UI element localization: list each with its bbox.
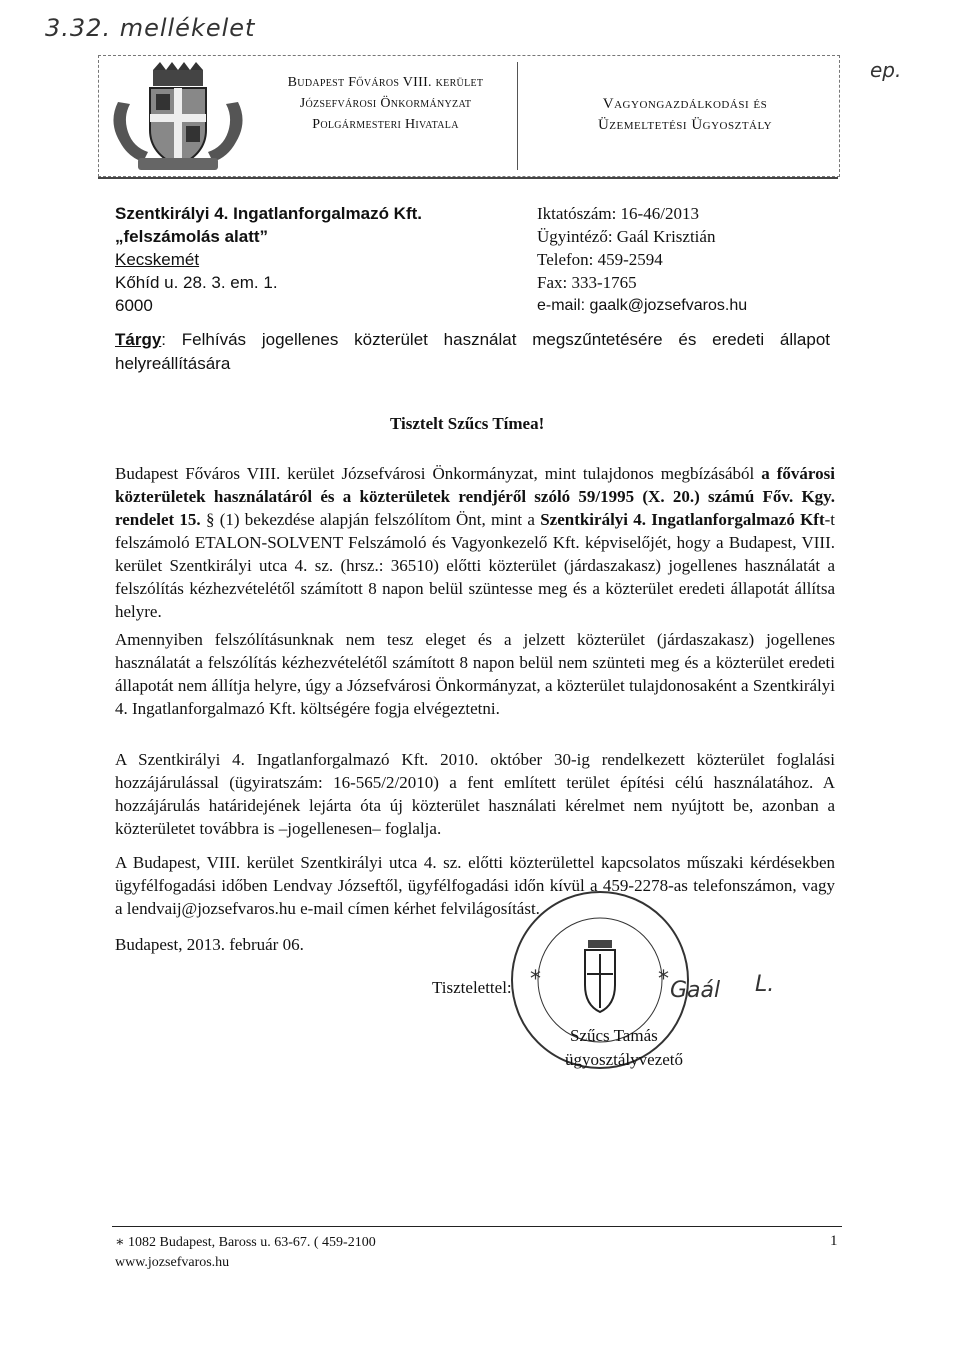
footer: [115, 1233, 376, 1273]
paragraph-segment: Szentkirályi 4. Ingatlanforgalmazó Kft: [540, 510, 825, 529]
body-paragraph-3: A Szentkirályi 4. Ingatlanforgalmazó Kft. 2010. október 30-ig rendelkezett közterület foglalási hozzájárulással (ügyiratszám: 16-565/2/2010) a fent említett terület építési célú használatához. A hozzájárulás határidejének lejárta óta új közterület használati kérelmet nem nyújtott be, azonban a közterületet továbbra is –jogellenesen– foglalja.: [115, 750, 835, 838]
subject-line: [115, 328, 830, 376]
office-line: Józsefvárosi Önkormányzat: [299, 96, 472, 111]
signer-name: Szűcs Tamás: [570, 1026, 658, 1045]
subject-label: Tárgy: [115, 330, 162, 349]
subject-text: : Felhívás jogellenes közterület használat megszűntetésére és eredeti állapot helyreállítására: [115, 330, 830, 373]
paragraph-segment: Budapest Főváros VIII. kerület Józsefvárosi Önkormányzat, mint tulajdonos megbízásából: [115, 464, 762, 483]
coat-of-arms-icon: [108, 62, 248, 172]
body-paragraph-2: Amennyiben felszólításunknak nem tesz eleget és a jelzett közterület (járdaszakasz) jogellenes használatát a felszólítás kézhezvételétől számított 8 napon belül nem szünteti meg és a közterület eredeti állapotát nem állítja helyre, úgy a Józsefvárosi Önkormányzat, a közterület tulajdonosaként a Szentkirályi 4. Ingatlanforgalmazó Kft. költségére fogja elvégeztetni.: [115, 630, 835, 718]
department-name: [540, 94, 830, 136]
recipient-name: Szentkirályi 4. Ingatlanforgalmazó Kft.: [115, 204, 423, 223]
recipient-city: Kecskemét: [115, 250, 200, 269]
department-line: Üzemeltetési Ügyosztály: [597, 117, 773, 133]
email: e-mail: gaalk@jozsefvaros.hu: [537, 297, 748, 314]
svg-text:*: *: [658, 967, 669, 992]
recipient-street: Kőhíd u. 28. 3. em. 1.: [115, 273, 278, 292]
fax: Fax: 333-1765: [537, 273, 637, 292]
handwritten-mark: ep.: [870, 58, 902, 82]
paragraph-segment: § (1) bekezdése alapján felszólítom Önt, mint a: [200, 510, 541, 529]
office-line: Budapest Főváros VIII. kerület: [287, 75, 484, 90]
file-number: Iktatószám: 16-46/2013: [537, 204, 699, 223]
place-date: Budapest, 2013. február 06.: [115, 935, 304, 954]
paragraph-segment: -t felszámoló ETALON-SOLVENT Felszámoló és Vagyonkezelő Kft. képviselőjét, hogy a Budapest, VIII. kerület Szentkirályi utca 4. sz. (hrsz.: 36510) előtti közterület (járdaszakasz) jogellenes használatát a felszólítás kézhezvételétől számított 8 napon belül szüntesse meg és a közterület eredeti állapotát állítsa helyre.: [115, 510, 836, 621]
recipient-status: „felszámolás alatt”: [115, 227, 269, 246]
reference-block: [537, 202, 747, 317]
department-line: Vagyongazdálkodási és: [602, 96, 768, 112]
office-line: Polgármesteri Hivatala: [312, 117, 459, 132]
footer-address: ∗ 1082 Budapest, Baross u. 63-67. ( 459-2100: [115, 1235, 376, 1250]
salutation: Tisztelt Szűcs Tímea!: [390, 414, 545, 433]
footer-website: www.jozsefvaros.hu: [115, 1255, 230, 1270]
handwritten-signature: Gaál: [670, 978, 721, 1003]
clerk: Ügyintéző: Gaál Krisztián: [537, 227, 716, 246]
signer-title: ügyosztályvezető: [565, 1050, 684, 1069]
body-paragraph-1: [115, 462, 835, 623]
closing: Tisztelettel:: [432, 978, 512, 997]
body-paragraph-4: A Budapest, VIII. kerület Szentkirályi utca 4. sz. előtti közterülettel kapcsolatos műszaki kérdésekben ügyfélfogadási időben Lendvay Józseftől, ügyfélfogadási időn kívül a 459-2278-as telefonszámon, vagy a lendvaij@jozsefvaros.hu e-mail címen kérhet felvilágosítást.: [115, 853, 835, 918]
svg-text:*: *: [530, 967, 541, 992]
handwritten-annotation: 3.32. mellékelet: [45, 14, 256, 42]
header-rule: [98, 177, 838, 179]
header-divider: [517, 62, 518, 170]
recipient-address: [115, 202, 422, 317]
page-number: 1: [830, 1233, 838, 1249]
recipient-zip: 6000: [115, 296, 153, 315]
paragraph-segment: a fővárosi közterületek használatáról és a közterületek rendjéről szóló 59/1995 (X. 20.) számú Főv. Kgy. rendelet 15.: [115, 464, 835, 529]
handwritten-initial: L.: [755, 972, 775, 997]
footer-rule: [112, 1226, 842, 1227]
phone: Telefon: 459-2594: [537, 250, 663, 269]
office-name: [258, 72, 513, 135]
